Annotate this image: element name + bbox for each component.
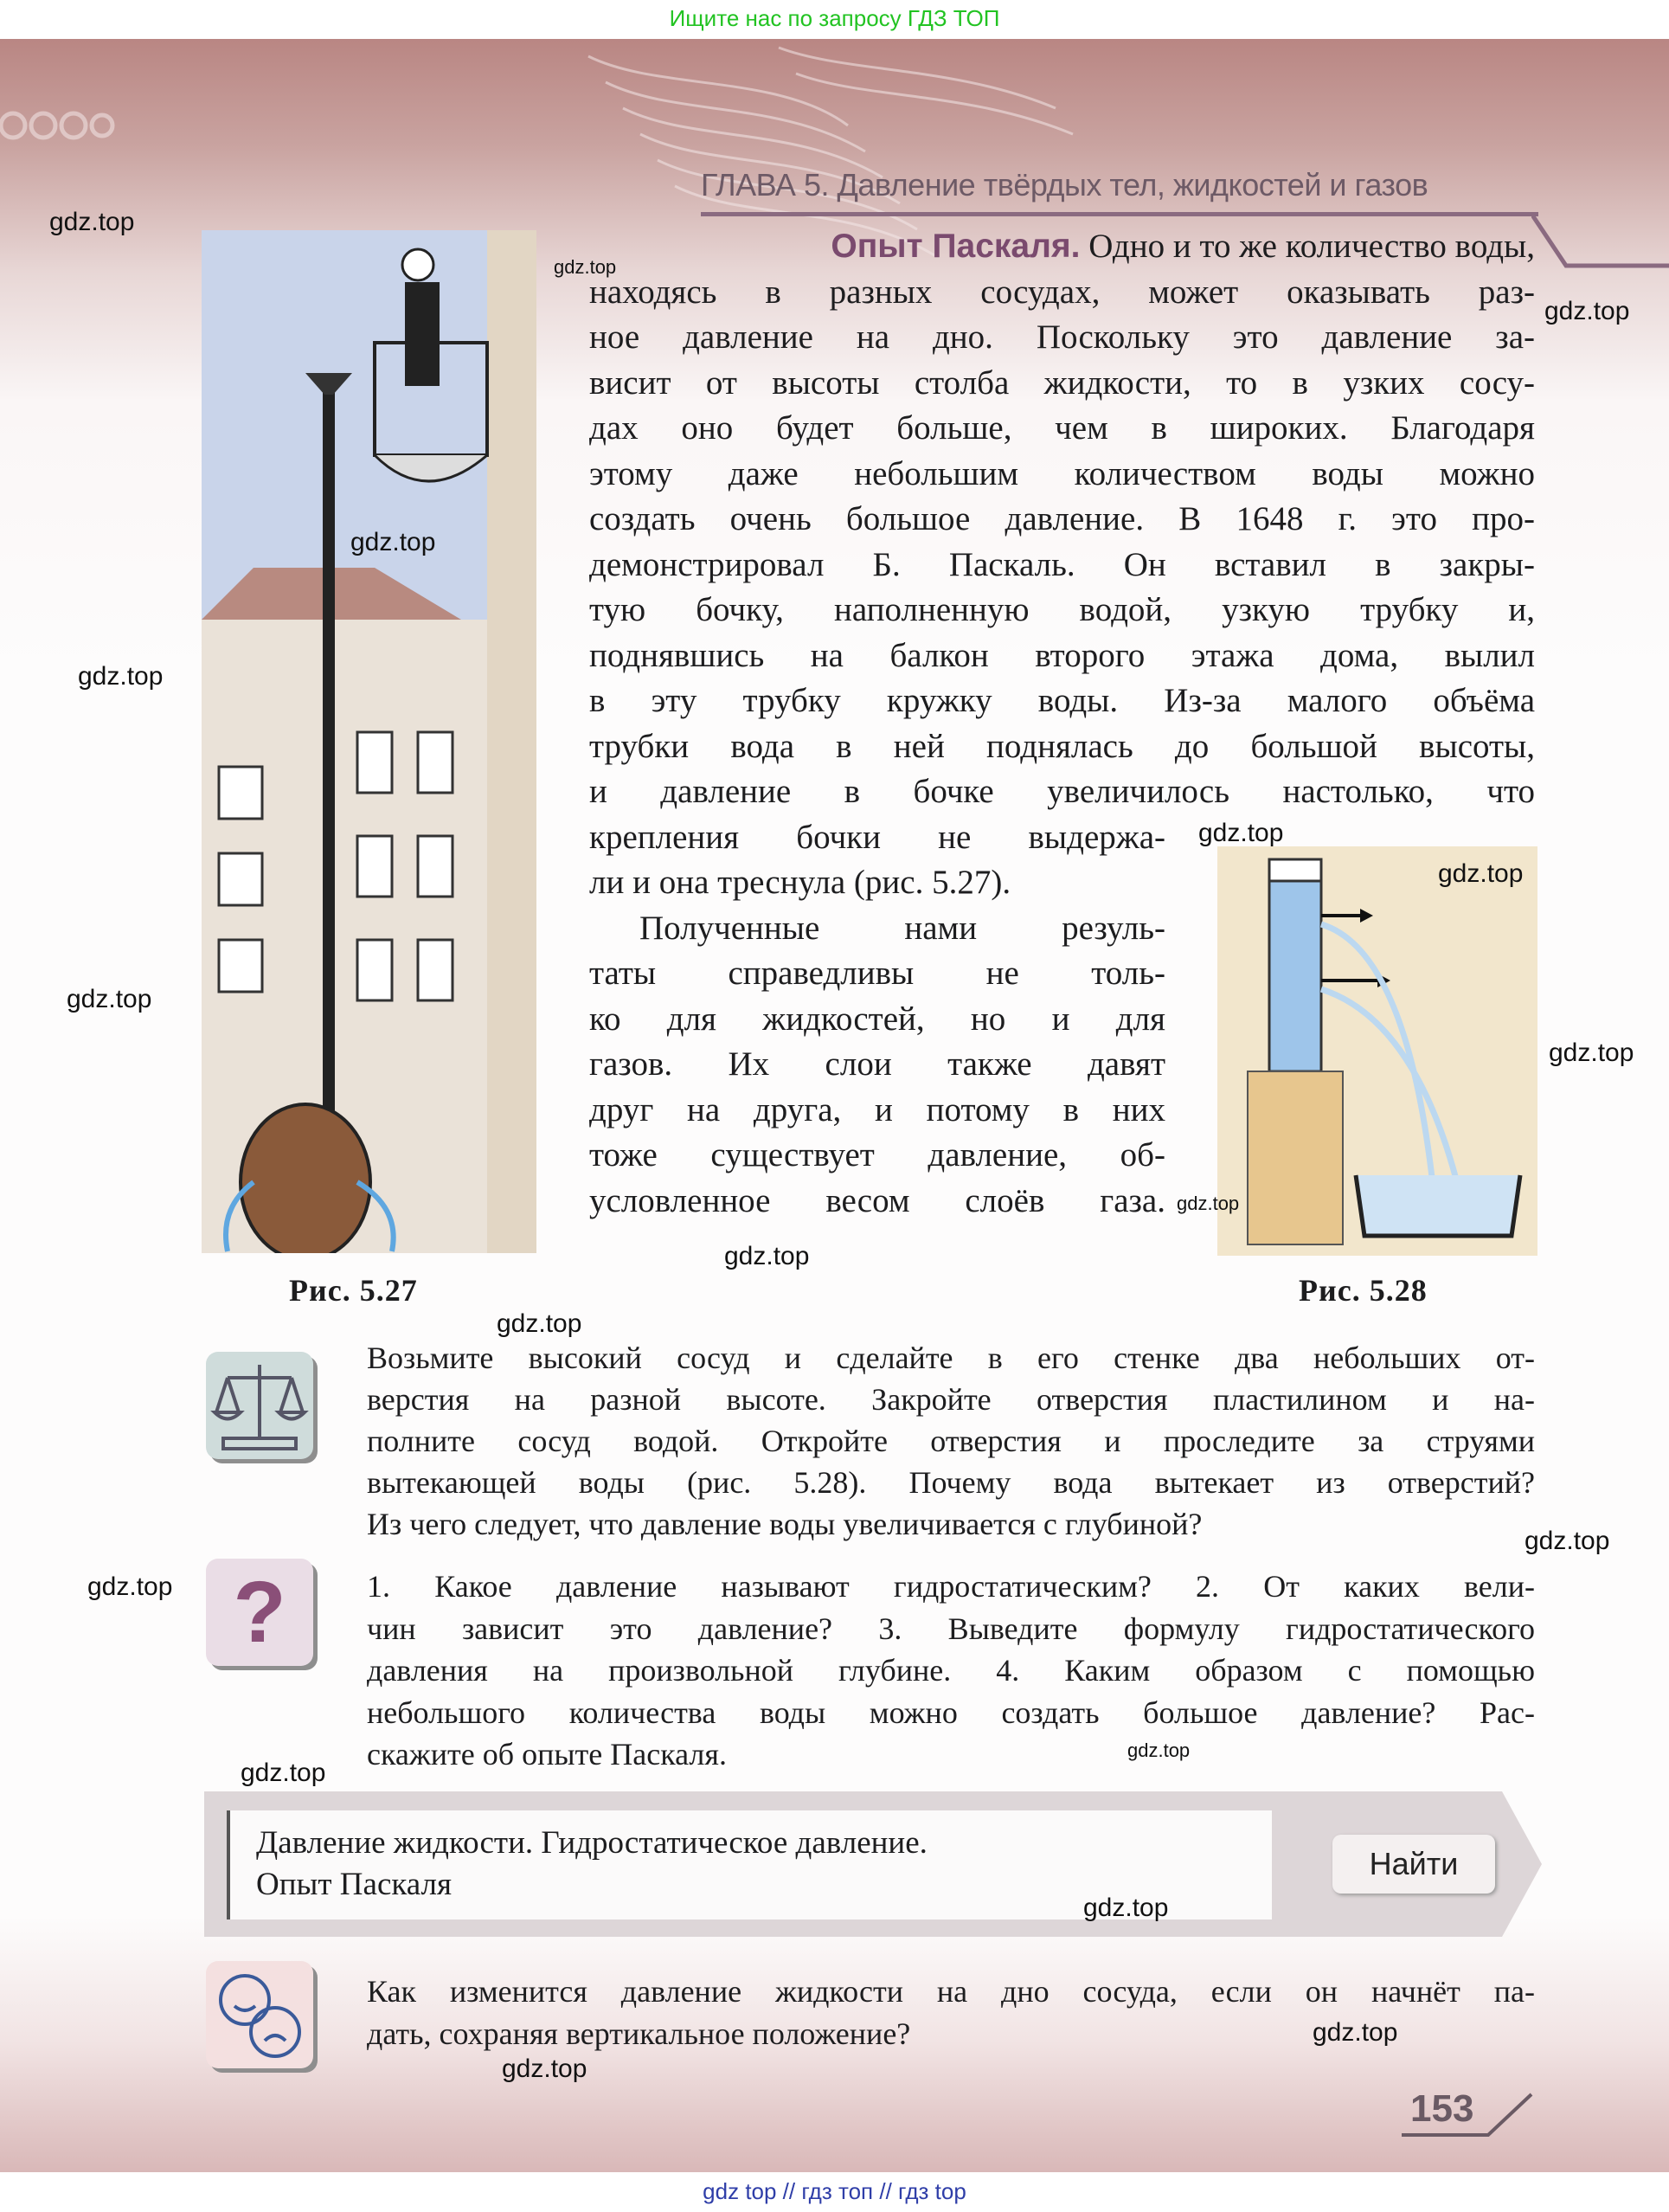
text-line: скажите об опыте Паскаля. xyxy=(367,1737,727,1772)
text-line: демонстрировал Б. Паскаль. Он вставил в закры- xyxy=(589,545,1535,583)
text-line: Как изменится давление жидкости на дно сосуда, если он начнёт па- xyxy=(367,1974,1535,2009)
faces-icon xyxy=(206,1961,313,2068)
text-line: дать, сохраняя вертикальное положение? xyxy=(367,2016,911,2051)
text-line: дах оно будет больше, чем в широких. Благодаря xyxy=(589,409,1535,447)
watermark: gdz.top xyxy=(350,528,436,556)
section-lead: Опыт Паскаля. xyxy=(831,228,1081,265)
text-line: условленное весом слоёв газа. xyxy=(589,1181,1165,1219)
text-line: Возьмите высокий сосуд и сделайте в его стенке два небольших от- xyxy=(367,1341,1535,1375)
search-query-line-2: Опыт Паскаля xyxy=(256,1867,453,1902)
figure-5-27-pascal-barrel xyxy=(202,230,536,1253)
watermark: gdz.top xyxy=(87,1572,173,1601)
text-line: трубки вода в ней поднялась до большой высоты, xyxy=(589,727,1535,765)
find-button[interactable]: Найти xyxy=(1332,1835,1495,1894)
top-banner xyxy=(0,0,1669,39)
figure-5-27-caption: Рис. 5.27 xyxy=(289,1273,418,1308)
figure-5-28-water-jets xyxy=(1217,846,1537,1256)
text-line: тоже существует давление, об- xyxy=(589,1136,1165,1174)
footer-links: gdz top // гдз топ // гдз top xyxy=(0,2172,1669,2212)
chapter-header: ГЛАВА 5. Давление твёрдых тел, жидкостей и газов xyxy=(701,167,1428,203)
text-line: газов. Их слои также давят xyxy=(589,1045,1165,1083)
text-line: тую бочку, наполненную водой, узкую трубку и, xyxy=(589,591,1535,628)
watermark: gdz.top xyxy=(497,1309,582,1338)
watermark: gdz.top xyxy=(554,256,617,278)
chapter-underline xyxy=(701,212,1538,216)
text-line: в эту трубку кружку воды. Из-за малого объёма xyxy=(589,682,1535,719)
page-number: 153 xyxy=(1410,2087,1474,2130)
watermark: gdz.top xyxy=(724,1242,810,1270)
text-line-rest: Одно и то же количество воды, xyxy=(1088,228,1535,265)
text-line: висит от высоты столба жидкости, то в узких сосу- xyxy=(589,363,1535,402)
text-line: этому даже небольшим количеством воды можно xyxy=(589,454,1535,492)
text-line: чин зависит это давление? 3. Выведите формулу гидростатического xyxy=(367,1611,1535,1646)
text-line: и давление в бочке увеличилось настолько, что xyxy=(589,773,1535,810)
question-icon: ? xyxy=(206,1559,313,1666)
watermark: gdz.top xyxy=(1313,2018,1398,2047)
watermark: gdz.top xyxy=(1177,1193,1240,1214)
watermark: gdz.top xyxy=(1438,859,1524,888)
watermark: gdz.top xyxy=(1549,1038,1634,1067)
text-line: Из чего следует, что давление воды увеличивается с глубиной? xyxy=(367,1507,1203,1541)
watermark: gdz.top xyxy=(67,985,152,1013)
watermark: gdz.top xyxy=(1198,819,1284,847)
search-query-line-1: Давление жидкости. Гидростатическое давление. xyxy=(256,1825,928,1861)
watermark: gdz.top xyxy=(502,2054,587,2083)
watermark: gdz.top xyxy=(1544,297,1630,325)
figure-5-28-caption: Рис. 5.28 xyxy=(1299,1273,1428,1308)
text-line: друг на друга, и потому в них xyxy=(589,1090,1165,1129)
text-line: 1. Какое давление называют гидростатическим? 2. От каких вели- xyxy=(367,1569,1535,1604)
text-line: ли и она треснула (рис. 5.27). xyxy=(589,864,1011,901)
text-line: находясь в разных сосудах, может оказывать раз- xyxy=(589,273,1535,311)
text-line: ко для жидкостей, но и для xyxy=(589,1000,1165,1038)
text-line: полните сосуд водой. Откройте отверстия и проследите за струями xyxy=(367,1424,1535,1458)
text-line: небольшого количества воды можно создать большое давление? Рас- xyxy=(367,1694,1535,1730)
watermark: gdz.top xyxy=(1127,1739,1191,1761)
text-line: Полученные нами резуль- xyxy=(639,909,1165,947)
text-line xyxy=(640,227,1535,266)
text-line: создать очень большое давление. В 1648 г. это про- xyxy=(589,500,1535,537)
watermark: gdz.top xyxy=(241,1759,326,1787)
watermark: gdz.top xyxy=(1525,1527,1610,1555)
watermark: gdz.top xyxy=(78,662,164,691)
text-line: вытекающей воды (рис. 5.28). Почему вода вытекает из отверстий? xyxy=(367,1465,1535,1500)
watermark: gdz.top xyxy=(1083,1894,1169,1922)
text-line: крепления бочки не выдержа- xyxy=(589,818,1165,856)
text-line: верстия на разной высоте. Закройте отверстия пластилином и на- xyxy=(367,1382,1535,1417)
watermark: gdz.top xyxy=(49,208,135,236)
text-line: ное давление на дно. Поскольку это давление за- xyxy=(589,318,1535,356)
text-line: поднявшись на балкон второго этажа дома, вылил xyxy=(589,636,1535,674)
text-line: таты справедливы не толь- xyxy=(589,955,1165,992)
search-panel-arrow xyxy=(1502,1791,1542,1937)
scales-icon xyxy=(206,1352,313,1459)
page-number-line xyxy=(1402,2090,1540,2142)
text-line: давления на произвольной глубине. 4. Каким образом с помощью xyxy=(367,1653,1535,1688)
top-banner-text: Ищите нас по запросу ГДЗ ТОП xyxy=(669,5,1000,31)
header-corner-line xyxy=(1531,210,1669,280)
